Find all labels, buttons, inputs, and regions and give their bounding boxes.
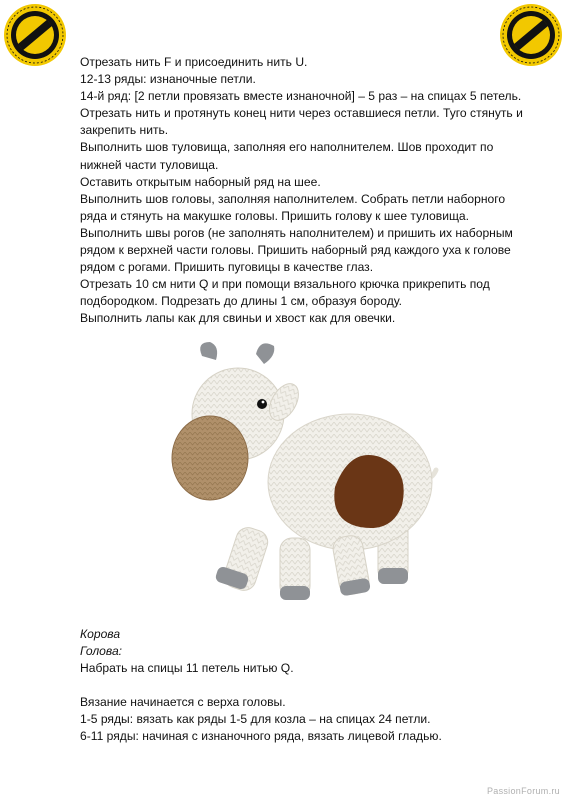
- instruction-line: Выполнить лапы как для свиньи и хвост как для овечки.: [80, 311, 396, 326]
- pattern-line: 6-11 ряды: начиная с изнаночного ряда, вязать лицевой гладью.: [80, 729, 442, 744]
- instruction-line: ряда и стянуть на макушке головы. Пришить голову к шее туловища.: [80, 208, 469, 223]
- instruction-line: 14-й ряд: [2 петли провязать вместе изнаночной] – 5 раз – на спицах 5 петель.: [80, 89, 522, 104]
- knitted-cow-photo: [160, 332, 450, 622]
- pdf-change-viewer-badge-icon: [2, 2, 68, 68]
- instruction-line: Отрезать нить F и присоединить нить U.: [80, 55, 308, 69]
- instruction-line: Отрезать нить и протянуть конец нити через оставшиеся петли. Туго стянуть и: [80, 106, 523, 121]
- instruction-line: Отрезать 10 см нити Q и при помощи вязального крючка прикрепить под: [80, 277, 490, 292]
- instruction-line: Выполнить швы рогов (не заполнять наполнителем) и пришить их наборным: [80, 225, 513, 240]
- caption-title: Корова: [80, 627, 121, 641]
- instruction-line: рядом к верхней части головы. Пришить наборный ряд каждого уха к голове: [80, 243, 511, 258]
- instruction-line: Выполнить шов туловища, заполняя его наполнителем. Шов проходит по: [80, 140, 494, 155]
- instructions-text: [80, 54, 550, 328]
- instruction-line: подбородком. Подрезать до длины 1 см, образуя бороду.: [80, 294, 402, 309]
- site-watermark: PassionForum.ru: [486, 786, 560, 796]
- instruction-line: закрепить нить.: [80, 123, 169, 138]
- pattern-line: Вязание начинается с верха головы.: [80, 695, 286, 710]
- instruction-line: Выполнить шов головы, заполняя наполнителем. Собрать петли наборного: [80, 191, 506, 206]
- pattern-line: Набрать на спицы 11 петель нитью Q.: [80, 661, 294, 676]
- instruction-line: рядом с рогами. Пришить пуговицы в качестве глаз.: [80, 260, 374, 275]
- instruction-line: Оставить открытым наборный ряд на шее.: [80, 174, 321, 189]
- instruction-line: нижней части туловища.: [80, 157, 219, 172]
- pattern-line: 1-5 ряды: вязать как ряды 1-5 для козла – на спицах 24 петли.: [80, 712, 431, 727]
- caption-subtitle: Голова:: [80, 644, 123, 659]
- instruction-line: 12-13 ряды: изнаночные петли.: [80, 72, 256, 87]
- pattern-text: [80, 626, 550, 746]
